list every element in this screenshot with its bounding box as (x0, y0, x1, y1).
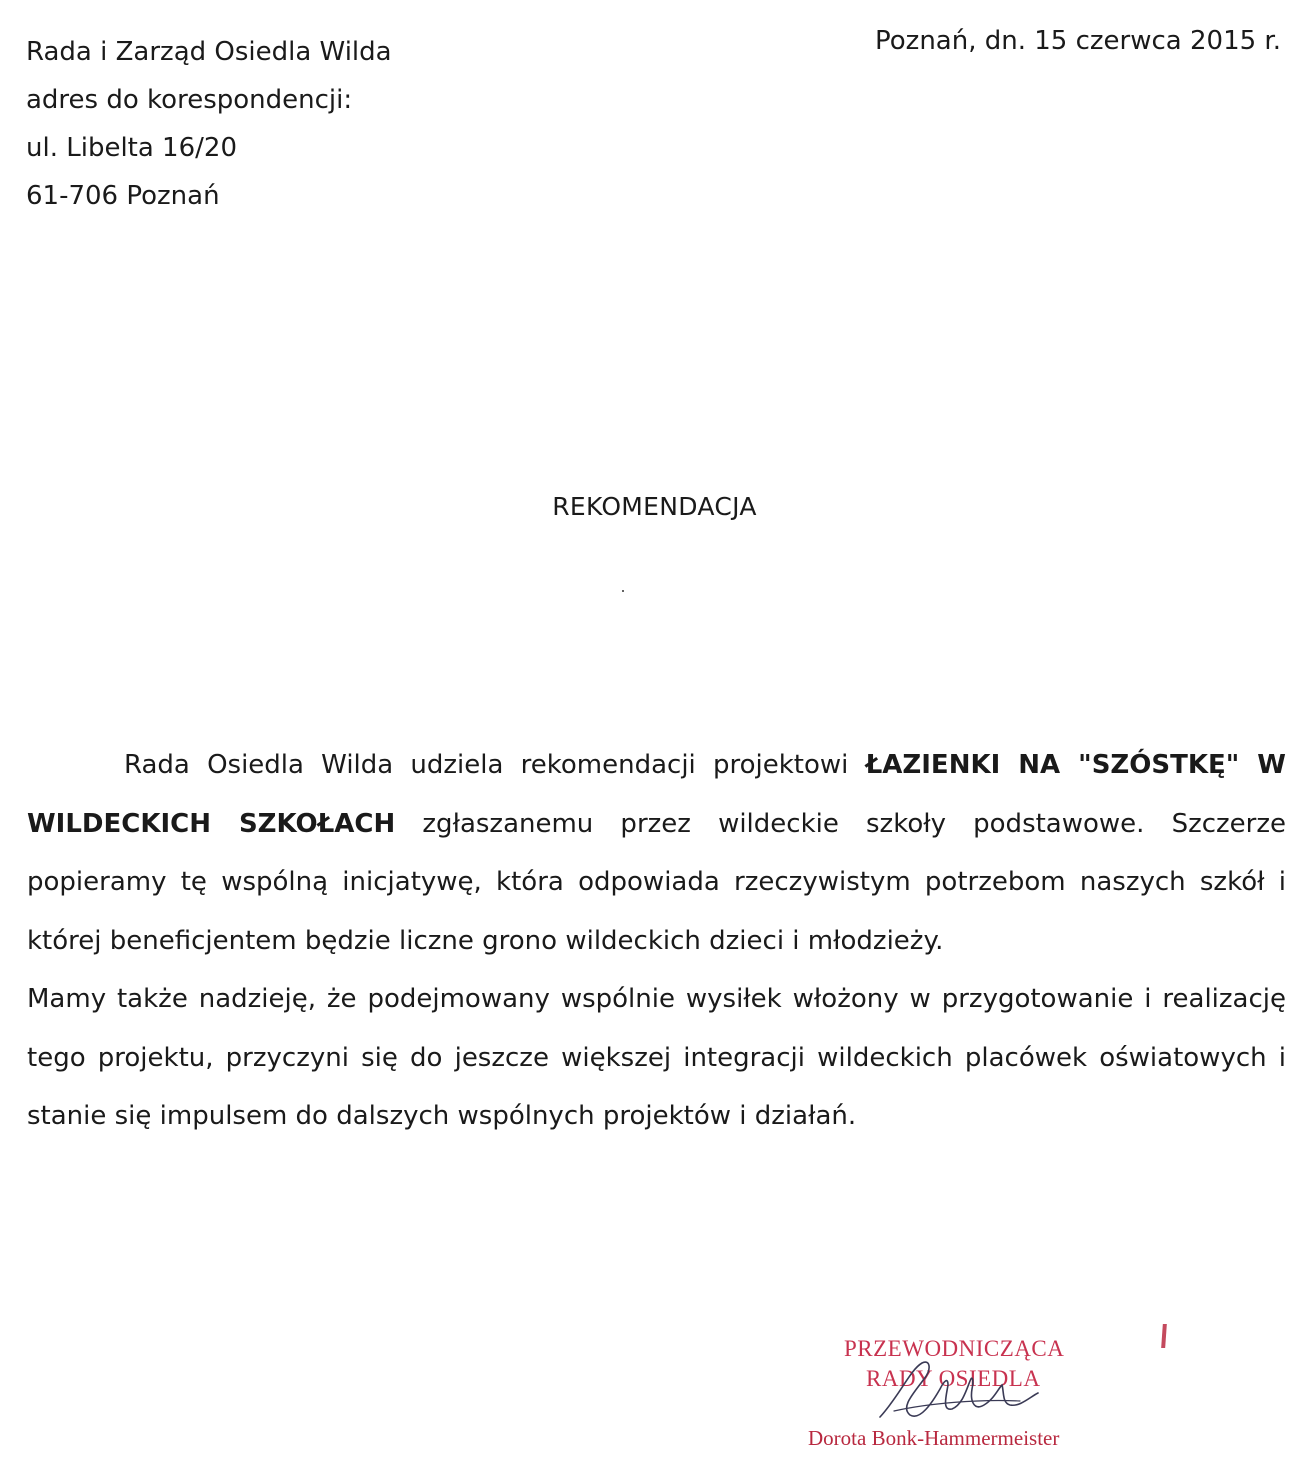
sender-line-street: ul. Libelta 16/20 (26, 133, 237, 163)
sender-address (26, 28, 392, 220)
paragraph-1-intro: Rada Osiedla Wilda udziela rekomendacji projektowi (124, 750, 866, 780)
body-paragraph-1 (27, 736, 1286, 970)
project-name: ŁAZIENKI NA "SZÓSTKĘ" W WILDECKICH SZKOŁACH (27, 750, 1286, 839)
sender-line-postal-city: 61-706 Poznań (26, 181, 220, 211)
body-paragraph-2: Mamy także nadzieję, że podejmowany wspólnie wysiłek włożony w przygotowanie i realizację tego projektu, przyczyni się do jeszcze większej integracji wildeckich placówek oświatowych i stanie się impulsem do dalszych wspólnych projektów i działań. (27, 984, 1286, 1131)
stamp-title: PRZEWODNICZĄCA (844, 1336, 1065, 1361)
paragraph-1-rest: zgłaszanemu przez wildeckie szkoły podstawowe. Szczerze popieramy tę wspólną inicjatywę, która odpowiada rzeczywistym potrzebom naszych szkół i której beneficjentem będzie liczne grono wildeckich dzieci i młodzieży. (27, 808, 1287, 956)
stamp-council: RADY OSIEDLA (866, 1366, 1041, 1391)
letter-body (27, 736, 1286, 1146)
document-title: REKOMENDACJA (552, 492, 757, 521)
stamp-name: Dorota Bonk-Hammermeister (808, 1426, 1060, 1450)
handwritten-signature (870, 1355, 1050, 1435)
sender-line-organization: Rada i Zarząd Osiedla Wilda (26, 37, 392, 67)
red-mark (1161, 1324, 1167, 1348)
letter-date: Poznań, dn. 15 czerwca 2015 r. (875, 26, 1281, 56)
sender-line-correspondence: adres do korespondencji: (26, 85, 353, 115)
stray-dot (622, 590, 624, 592)
